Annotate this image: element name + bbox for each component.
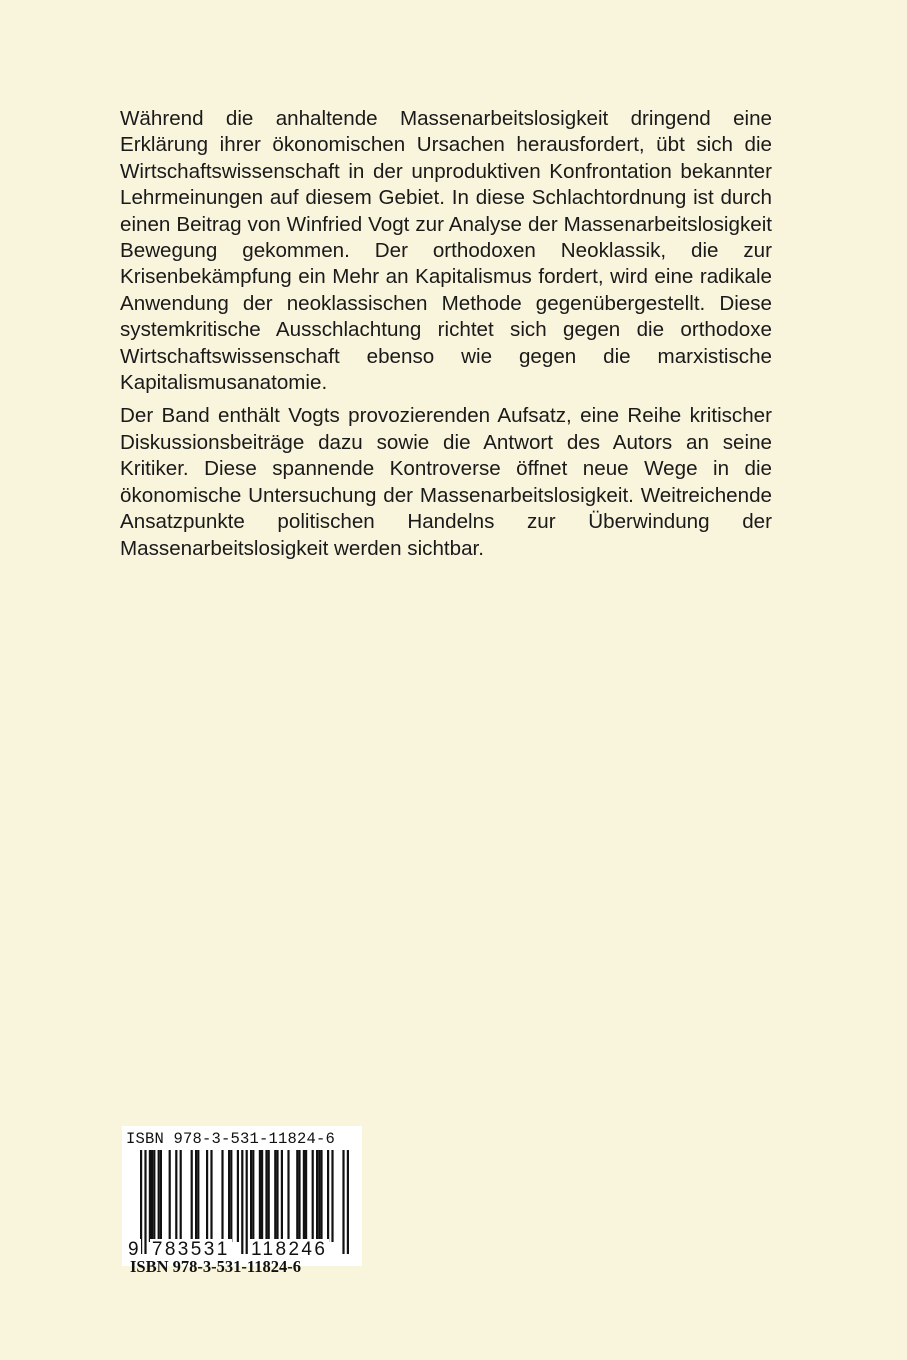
barcode-bar [347, 1150, 349, 1254]
barcode-bar [191, 1150, 193, 1242]
barcode-bar [261, 1150, 263, 1242]
barcode-bar [237, 1150, 239, 1242]
barcode-bar [342, 1150, 344, 1254]
barcode-bar [195, 1150, 197, 1242]
barcode-bar [246, 1150, 248, 1254]
back-cover-blurb [120, 106, 772, 569]
barcode-bar [151, 1150, 153, 1242]
barcode-bar [221, 1150, 223, 1242]
barcode-bar [296, 1150, 298, 1242]
barcode-bar [303, 1150, 305, 1242]
barcode-bar [298, 1150, 300, 1242]
barcode-bar [158, 1150, 160, 1242]
barcode-bar [241, 1150, 243, 1254]
barcode-bar [259, 1150, 261, 1242]
blurb-paragraph-2: Der Band enthält Vogts provozierenden Aufsatz, eine Reihe kritischer Diskussionsbeiträge dazu sowie die Antwort des Autors an seine Kritiker. Diese spannende Kontroverse öffnet neue Wege in die ökonomische Untersuchung der Massenarbeitslosigkeit. Weitreichende Ansatzpunkte politischen Handelns zur Überwindung der Massenarbeitslosigkeit werden sichtbar. [120, 404, 772, 560]
barcode-bar [331, 1150, 333, 1242]
barcode-bar [305, 1150, 307, 1242]
barcode-bar [210, 1150, 212, 1242]
barcode-bar [252, 1150, 254, 1242]
barcode-bar [149, 1150, 151, 1242]
barcode-bar [276, 1150, 278, 1242]
barcode-bar [287, 1150, 289, 1242]
barcode-bar [153, 1150, 155, 1242]
barcode-bar [312, 1150, 314, 1242]
barcode-bar [318, 1150, 320, 1242]
barcode-bar [206, 1150, 208, 1242]
barcode-left-digits: 783531 [151, 1239, 230, 1260]
barcode-bar [228, 1150, 230, 1242]
barcode-bar [327, 1150, 329, 1242]
barcode-right-digits: 118246 [250, 1239, 328, 1260]
barcode-bar [320, 1150, 322, 1242]
barcode-bar [169, 1150, 171, 1242]
barcode-isbn-label: ISBN 978-3-531-11824-6 [126, 1130, 336, 1148]
barcode-first-digit: 9 [128, 1239, 139, 1260]
barcode-bar [197, 1150, 199, 1242]
barcode-bar [316, 1150, 318, 1242]
barcode-bar [265, 1150, 267, 1242]
barcode-bar [180, 1150, 182, 1242]
barcode-bar [274, 1150, 276, 1242]
barcode-bar [281, 1150, 283, 1242]
barcode-bar [160, 1150, 162, 1242]
barcode-bar [175, 1150, 177, 1242]
isbn-barcode [122, 1126, 362, 1266]
barcode-bar [230, 1150, 232, 1242]
barcode-bar [268, 1150, 270, 1242]
blurb-paragraph-1: Während die anhaltende Massenarbeitslosigkeit dringend eine Erklärung ihrer ökonomischen Ursachen herausfordert, übt sich die Wirtschaftswissenschaft in der unproduktiven Konfrontation bekannter Lehrmeinungen auf diesem Gebiet. In diese Schlachtordnung ist durch einen Beitrag von Winfried Vogt zur Analyse der Massenarbeitslosigkeit Bewegung gekommen. Der orthodoxen Neoklassik, die zur Krisenbekämpfung ein Mehr an Kapitalismus fordert, wird eine radikale Anwendung der neoklassischen Methode gegenübergestellt. Diese systemkritische Ausschlachtung richtet sich gegen die orthodoxe Wirtschaftswissenschaft ebenso wie gegen die marxistische Kapitalismusanatomie. [120, 107, 772, 395]
isbn-text: ISBN 978-3-531-11824-6 [130, 1257, 301, 1276]
barcode-bar [250, 1150, 252, 1242]
